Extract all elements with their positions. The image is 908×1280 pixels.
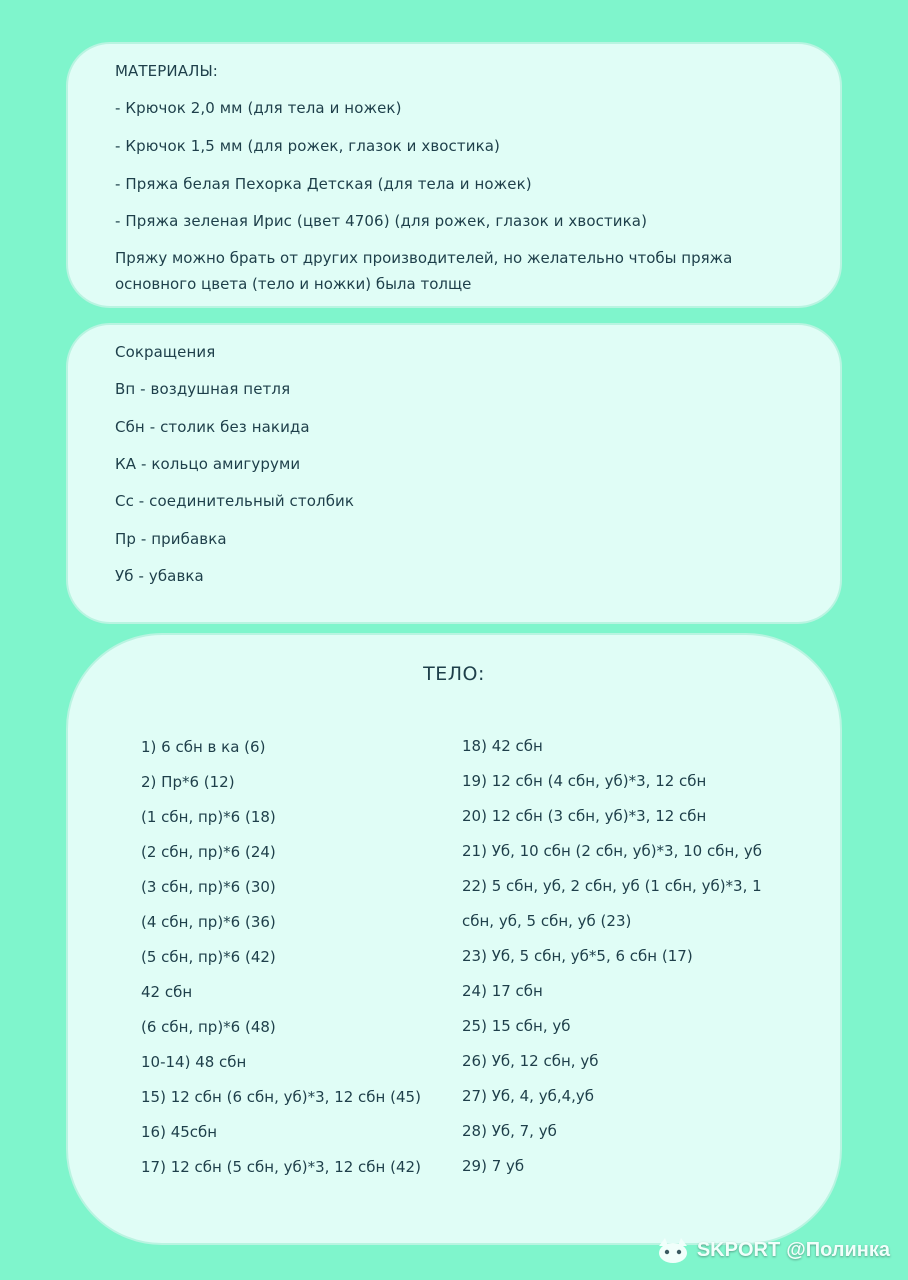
abbreviations-heading: Сокращения	[115, 343, 216, 361]
watermark-author: @Полинка	[786, 1238, 890, 1261]
materials-item: - Пряжа белая Пехорка Детская (для тела и ножек)	[115, 175, 532, 193]
pattern-row: (3 сбн, пр)*6 (30)	[141, 878, 276, 896]
materials-note: Пряжу можно брать от других производителей, но желательно чтобы пряжа основного цвета (тело и ножки) была толще	[115, 249, 733, 293]
abbreviation-item: Вп - воздушная петля	[115, 380, 291, 398]
abbreviation-item: Сбн - столик без накида	[115, 418, 310, 436]
pattern-row: 27) Уб, 4, уб,4,уб	[462, 1087, 595, 1105]
pattern-row: 42 сбн	[141, 983, 193, 1001]
pattern-row: 26) Уб, 12 сбн, уб	[462, 1052, 599, 1070]
watermark-brand: SKPORT	[696, 1238, 781, 1261]
pattern-row: 15) 12 сбн (6 сбн, уб)*3, 12 сбн (45)	[141, 1088, 421, 1106]
body-rows-left	[141, 735, 421, 1190]
abbreviations-card	[66, 323, 842, 624]
pattern-row: 2) Пр*6 (12)	[141, 773, 235, 791]
materials-item: - Крючок 2,0 мм (для тела и ножек)	[115, 99, 402, 117]
pattern-row: 28) Уб, 7, уб	[462, 1122, 557, 1140]
pattern-row: 10-14) 48 сбн	[141, 1053, 247, 1071]
materials-item: - Пряжа зеленая Ирис (цвет 4706) (для рожек, глазок и хвостика)	[115, 212, 648, 230]
abbreviation-item: Сс - соединительный столбик	[115, 492, 355, 510]
body-title: ТЕЛО:	[423, 663, 485, 685]
pattern-row: 21) Уб, 10 сбн (2 сбн, уб)*3, 10 сбн, уб	[462, 842, 762, 860]
body-pattern-card	[66, 633, 842, 1245]
pattern-row: (1 сбн, пр)*6 (18)	[141, 808, 276, 826]
body-rows-right	[462, 734, 762, 1189]
materials-item: - Крючок 1,5 мм (для рожек, глазок и хвостика)	[115, 137, 500, 155]
abbreviation-item: КА - кольцо амигуруми	[115, 455, 301, 473]
pattern-row: 17) 12 сбн (5 сбн, уб)*3, 12 сбн (42)	[141, 1158, 421, 1176]
skport-logo-icon	[655, 1236, 691, 1264]
pattern-row: 1) 6 сбн в ка (6)	[141, 738, 266, 756]
pattern-row: 22) 5 сбн, уб, 2 сбн, уб (1 сбн, уб)*3, 1	[462, 877, 762, 895]
pattern-row: 18) 42 сбн	[462, 737, 543, 755]
abbreviation-item: Пр - прибавка	[115, 530, 227, 548]
pattern-row: (2 сбн, пр)*6 (24)	[141, 843, 276, 861]
pattern-row: 16) 45сбн	[141, 1123, 218, 1141]
pattern-row: 24) 17 сбн	[462, 982, 543, 1000]
pattern-row: 23) Уб, 5 сбн, уб*5, 6 сбн (17)	[462, 947, 693, 965]
abbreviation-item: Уб - убавка	[115, 567, 204, 585]
materials-card	[66, 42, 842, 308]
pattern-row: 29) 7 уб	[462, 1157, 525, 1175]
pattern-row: 20) 12 сбн (3 сбн, уб)*3, 12 сбн	[462, 807, 707, 825]
pattern-row: 25) 15 сбн, уб	[462, 1017, 571, 1035]
materials-heading: МАТЕРИАЛЫ:	[115, 62, 218, 80]
pattern-row: 19) 12 сбн (4 сбн, уб)*3, 12 сбн	[462, 772, 707, 790]
pattern-row: (6 сбн, пр)*6 (48)	[141, 1018, 276, 1036]
pattern-row: (4 сбн, пр)*6 (36)	[141, 913, 276, 931]
pattern-row: сбн, уб, 5 сбн, уб (23)	[462, 912, 632, 930]
pattern-row: (5 сбн, пр)*6 (42)	[141, 948, 276, 966]
watermark	[655, 1236, 890, 1264]
